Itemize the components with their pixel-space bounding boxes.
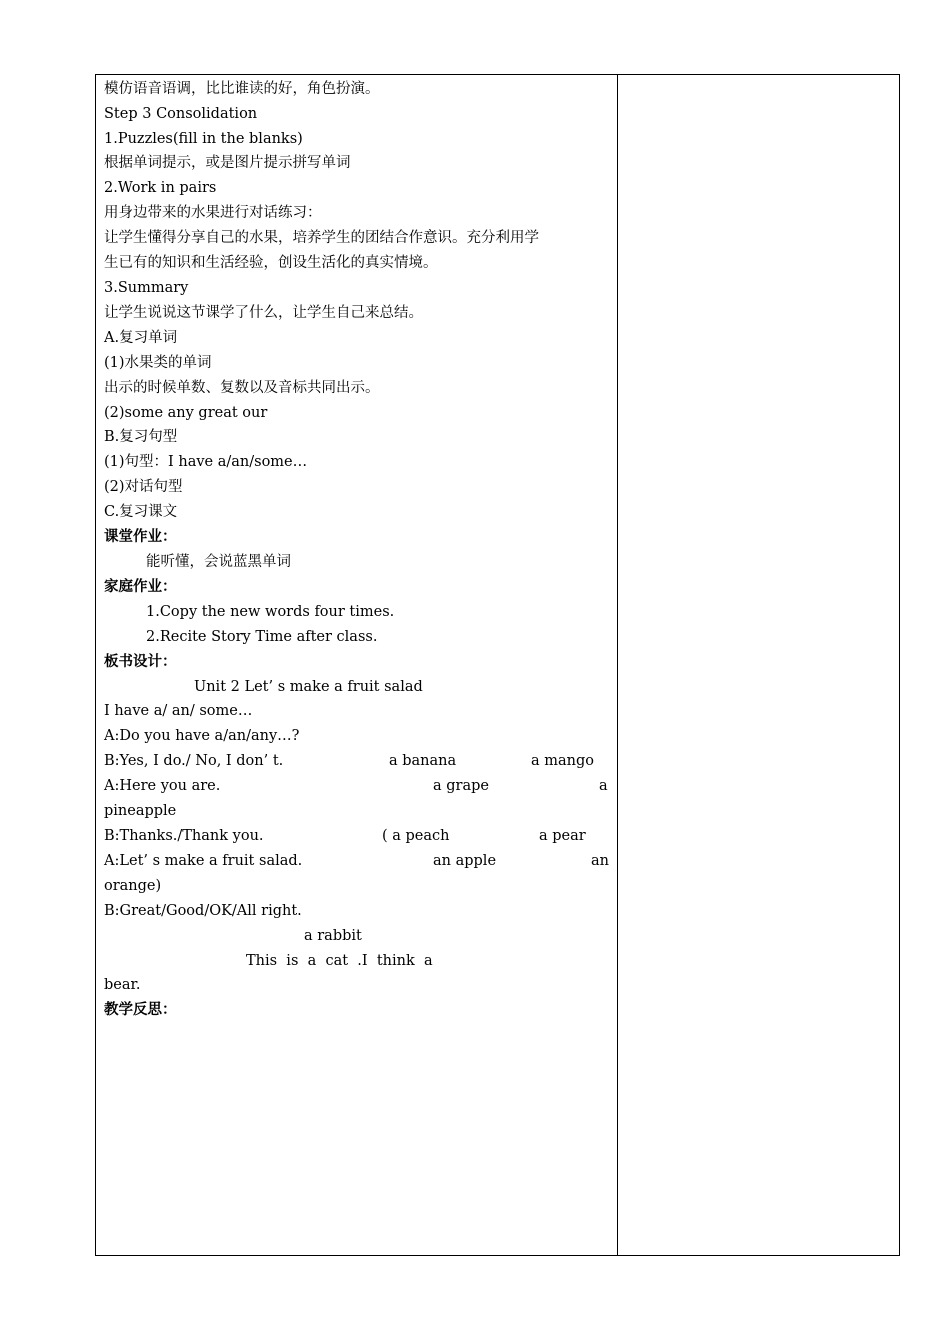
- fruit-word: a banana: [389, 753, 457, 769]
- fruit-word: a: [599, 778, 608, 794]
- homework-heading: 家庭作业：: [104, 579, 177, 595]
- board-line: B:Thanks./Thank you.: [104, 828, 264, 844]
- board-line: bear.: [104, 977, 141, 993]
- fruit-word: ( a peach: [382, 828, 450, 844]
- homework-item: 2.Recite Story Time after class.: [146, 629, 378, 645]
- text-line: 3.Summary: [104, 280, 189, 296]
- text-line: A.复习单词: [104, 330, 178, 346]
- text-line: 2.Work in pairs: [104, 180, 217, 196]
- text-line: (1)句型：I have a/an/some…: [104, 454, 308, 470]
- fruit-word: a pear: [539, 828, 586, 844]
- board-line: This is a cat .I think a: [246, 953, 433, 969]
- board-line: orange): [104, 878, 162, 894]
- homework-item: 1.Copy the new words four times.: [146, 604, 395, 620]
- fruit-word: a mango: [531, 753, 594, 769]
- text-line: C.复习课文: [104, 504, 178, 520]
- fruit-word: a grape: [433, 778, 489, 794]
- board-line: A:Do you have a/an/any…?: [104, 728, 300, 744]
- board-title: Unit 2 Let’ s make a fruit salad: [194, 679, 423, 695]
- notes-column: [618, 75, 899, 1255]
- reflection-heading: 教学反思：: [104, 1002, 177, 1018]
- text-line: (1)水果类的单词: [104, 355, 212, 371]
- classwork-heading: 课堂作业：: [104, 529, 177, 545]
- text-line: (2)some any great our: [104, 405, 268, 421]
- text-line: 让学生说说这节课学了什么，让学生自己来总结。: [104, 305, 423, 321]
- board-line: a rabbit: [304, 928, 362, 944]
- text-line: (2)对话句型: [104, 479, 183, 495]
- board-line: pineapple: [104, 803, 177, 819]
- text-line: 模仿语音语调，比比谁读的好，角色扮演。: [104, 81, 380, 97]
- board-line: I have a/ an/ some…: [104, 703, 253, 719]
- board-line: B:Great/Good/OK/All right.: [104, 903, 302, 919]
- board-line: B:Yes, I do./ No, I don’ t.: [104, 753, 284, 769]
- classwork-item: 能听懂，会说蓝黑单词: [146, 554, 291, 570]
- text-line: Step 3 Consolidation: [104, 106, 258, 122]
- fruit-word: an apple: [433, 853, 497, 869]
- board-heading: 板书设计：: [104, 654, 177, 670]
- text-line: 用身边带来的水果进行对话练习：: [104, 205, 322, 221]
- lesson-table: [95, 74, 900, 1256]
- board-line: A:Here you are.: [104, 778, 221, 794]
- text-line: 让学生懂得分享自己的水果，培养学生的团结合作意识。充分利用学: [104, 230, 539, 246]
- text-line: 根据单词提示，或是图片提示拼写单词: [104, 155, 351, 171]
- text-line: B.复习句型: [104, 429, 178, 445]
- board-line: A:Let’ s make a fruit salad.: [104, 853, 303, 869]
- fruit-word: an: [591, 853, 609, 869]
- text-line: 生已有的知识和生活经验，创设生活化的真实情境。: [104, 255, 438, 271]
- text-line: 出示的时候单数、复数以及音标共同出示。: [104, 380, 380, 396]
- text-line: 1.Puzzles(fill in the blanks): [104, 131, 303, 147]
